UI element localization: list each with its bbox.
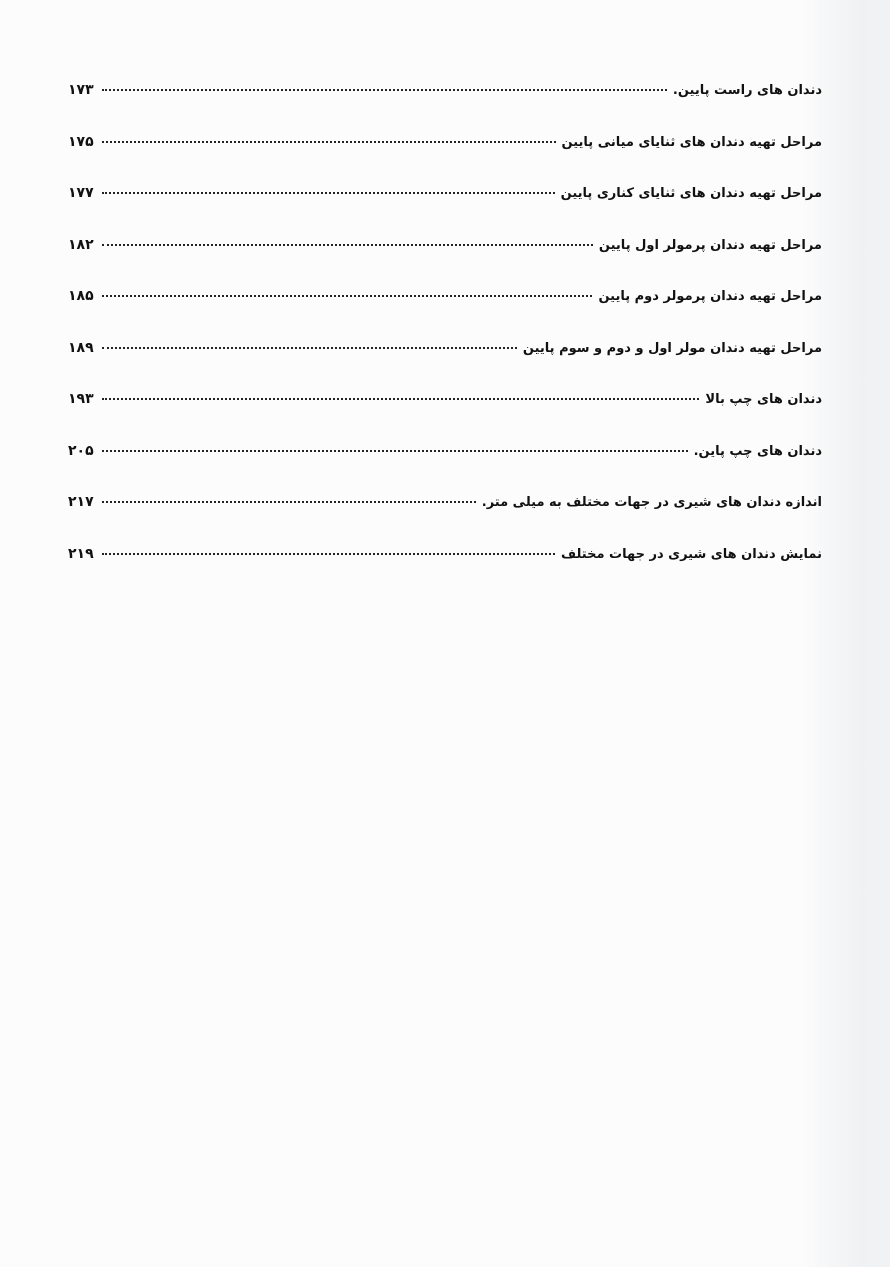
toc-entry bbox=[68, 82, 822, 134]
toc-entry-page: ۲۰۵ bbox=[68, 442, 94, 459]
table-of-contents bbox=[68, 82, 822, 597]
toc-entry-page: ۱۸۲ bbox=[68, 236, 94, 253]
toc-dot-leader bbox=[102, 141, 556, 143]
toc-entry bbox=[68, 391, 822, 443]
toc-entry bbox=[68, 546, 822, 598]
toc-entry-page: ۱۷۵ bbox=[68, 133, 94, 150]
toc-entry-title: مراحل تهیه دندان پرمولر دوم پایین bbox=[598, 289, 822, 304]
toc-entry-title: مراحل تهیه دندان های ثنایای میانی پایین bbox=[561, 134, 822, 150]
toc-dot-leader bbox=[102, 398, 699, 400]
toc-entry bbox=[68, 185, 822, 237]
toc-entry-title: مراحل تهیه دندان های ثنایای کناری پایین bbox=[560, 186, 822, 201]
toc-entry-title: دندان های چپ بالا bbox=[705, 392, 822, 407]
toc-entry-page: ۲۱۹ bbox=[68, 545, 94, 562]
toc-dot-leader bbox=[102, 553, 555, 555]
toc-dot-leader bbox=[102, 450, 688, 452]
toc-entry-page: ۲۱۷ bbox=[68, 494, 94, 510]
toc-entry-page: ۱۷۷ bbox=[68, 185, 94, 201]
toc-entry bbox=[68, 340, 822, 392]
toc-dot-leader bbox=[102, 295, 592, 297]
toc-entry-title: مراحل تهیه دندان مولر اول و دوم و سوم پایین bbox=[522, 340, 822, 356]
toc-dot-leader bbox=[102, 89, 667, 91]
toc-entry-title: دندان های راست پایین. bbox=[672, 83, 822, 98]
toc-entry-title: دندان های چپ پاین. bbox=[693, 443, 822, 459]
toc-entry bbox=[68, 288, 822, 340]
toc-dot-leader bbox=[102, 192, 555, 194]
toc-entry-page: ۱۷۳ bbox=[68, 82, 94, 98]
toc-entry-page: ۱۸۵ bbox=[68, 288, 94, 304]
toc-dot-leader bbox=[102, 244, 593, 246]
toc-entry bbox=[68, 494, 822, 546]
toc-entry-title: نمایش دندان های شیری در جهات مختلف bbox=[561, 546, 822, 562]
toc-entry bbox=[68, 134, 822, 186]
toc-entry-page: ۱۹۳ bbox=[68, 391, 94, 407]
toc-dot-leader bbox=[102, 501, 476, 503]
toc-entry bbox=[68, 237, 822, 289]
toc-entry-title: اندازه دندان های شیری در جهات مختلف به میلی متر. bbox=[481, 495, 822, 510]
toc-entry-title: مراحل تهیه دندان پرمولر اول پایین bbox=[598, 237, 822, 253]
toc-entry bbox=[68, 443, 822, 495]
toc-entry-page: ۱۸۹ bbox=[68, 339, 94, 356]
toc-dot-leader bbox=[102, 347, 517, 349]
